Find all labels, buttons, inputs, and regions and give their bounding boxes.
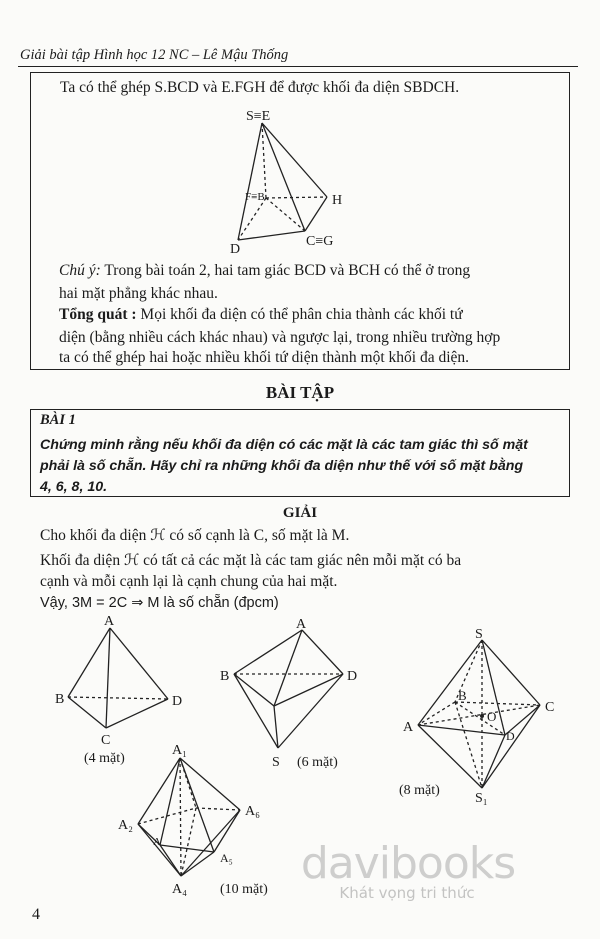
octa-caption: (8 mặt) [399, 783, 440, 798]
solution-line-1: Cho khối đa diện ℋ có số cạnh là C, số mặt là M. [40, 527, 350, 544]
header-title: Giải bài tập Hình học 12 NC – Lê Mậu Thống [20, 47, 289, 63]
bipyramid-figure [234, 630, 343, 748]
note-label: Chú ý: [59, 262, 101, 279]
solution-title: GIẢI [282, 505, 318, 521]
general-label: Tổng quát : [59, 306, 137, 323]
deca-label-A2: A₂ [118, 818, 133, 833]
exercise-line-2: phải là số chẵn. Hãy chỉ ra những khối đa diện như thế với số mặt bằng [40, 458, 524, 474]
exercise-line-3: 4, 6, 8, 10. [40, 479, 108, 495]
tetra-caption: (4 mặt) [84, 751, 125, 766]
octa-label-O: O [487, 709, 497, 724]
solution-line-2: Khối đa diện ℋ có tất cả các mặt là các tam giác nên mỗi mặt có ba [40, 552, 462, 569]
label-F-B: F≡B [245, 191, 265, 203]
deca-label-A3: A [153, 836, 161, 848]
octa-label-A: A [403, 720, 414, 735]
octa-label-B: B [458, 688, 467, 703]
note-text-1: Trong bài toán 2, hai tam giác BCD và BCH có thể ở trong [100, 262, 471, 279]
octahedron-figure [418, 640, 540, 788]
bipyr-caption: (6 mặt) [297, 755, 338, 770]
label-D: D [230, 242, 241, 257]
general-line-2: diện (bằng nhiều cách khác nhau) và ngược lại, trong nhiều trường hợp [59, 329, 501, 346]
label-S-E: S≡E [246, 109, 271, 124]
deca-label-A6: A₆ [245, 804, 260, 819]
tetra-label-D: D [172, 694, 183, 709]
deca-label-A5: A₅ [220, 851, 233, 865]
tetra-label-A: A [104, 614, 115, 629]
note-line-2: hai mặt phẳng khác nhau. [59, 285, 218, 302]
bipyr-label-D: D [347, 669, 358, 684]
point-O [480, 714, 484, 718]
deca-label-A4: A₄ [172, 882, 187, 897]
general-text-1: Mọi khối đa diện có thể phân chia thành các khối tứ [136, 306, 463, 323]
general-line-3: ta có thể ghép hai hoặc nhiều khối tứ diện thành một khối đa diện. [59, 349, 470, 366]
watermark-logo: davibooks [300, 838, 516, 889]
solution-line-4: Vậy, 3M = 2C ⇒ M là số chẵn (đpcm) [40, 595, 279, 611]
octa-label-S: S [475, 627, 483, 642]
watermark-tagline: Khát vọng tri thức [339, 884, 475, 902]
exercise-line-1: Chứng minh rằng nếu khối đa diện có các mặt là các tam giác thì số mặt [40, 437, 528, 453]
solution-line-3: cạnh và mỗi cạnh lại là cạnh chung của hai mặt. [40, 573, 338, 590]
deca-caption: (10 mặt) [220, 882, 268, 897]
label-C-G: C≡G [306, 234, 334, 249]
octa-label-D: D [506, 729, 515, 743]
tetrahedron-figure [68, 628, 168, 728]
bipyr-label-B: B [220, 669, 230, 684]
bipyr-label-A: A [296, 617, 307, 632]
section-title: BÀI TẬP [265, 383, 335, 402]
bipyr-label-S: S [272, 755, 280, 770]
intro-text: Ta có thể ghép S.BCD và E.FGH để được khối đa diện SBDCH. [60, 79, 460, 96]
deca-label-A1: A₁ [172, 743, 187, 758]
octa-label-S1: S₁ [475, 791, 488, 806]
octa-label-C: C [545, 700, 555, 715]
page-number: 4 [32, 906, 40, 923]
exercise-label: BÀI 1 [40, 412, 76, 428]
tetra-label-B: B [55, 692, 65, 707]
tetra-label-C: C [101, 733, 111, 748]
label-H: H [332, 193, 343, 208]
